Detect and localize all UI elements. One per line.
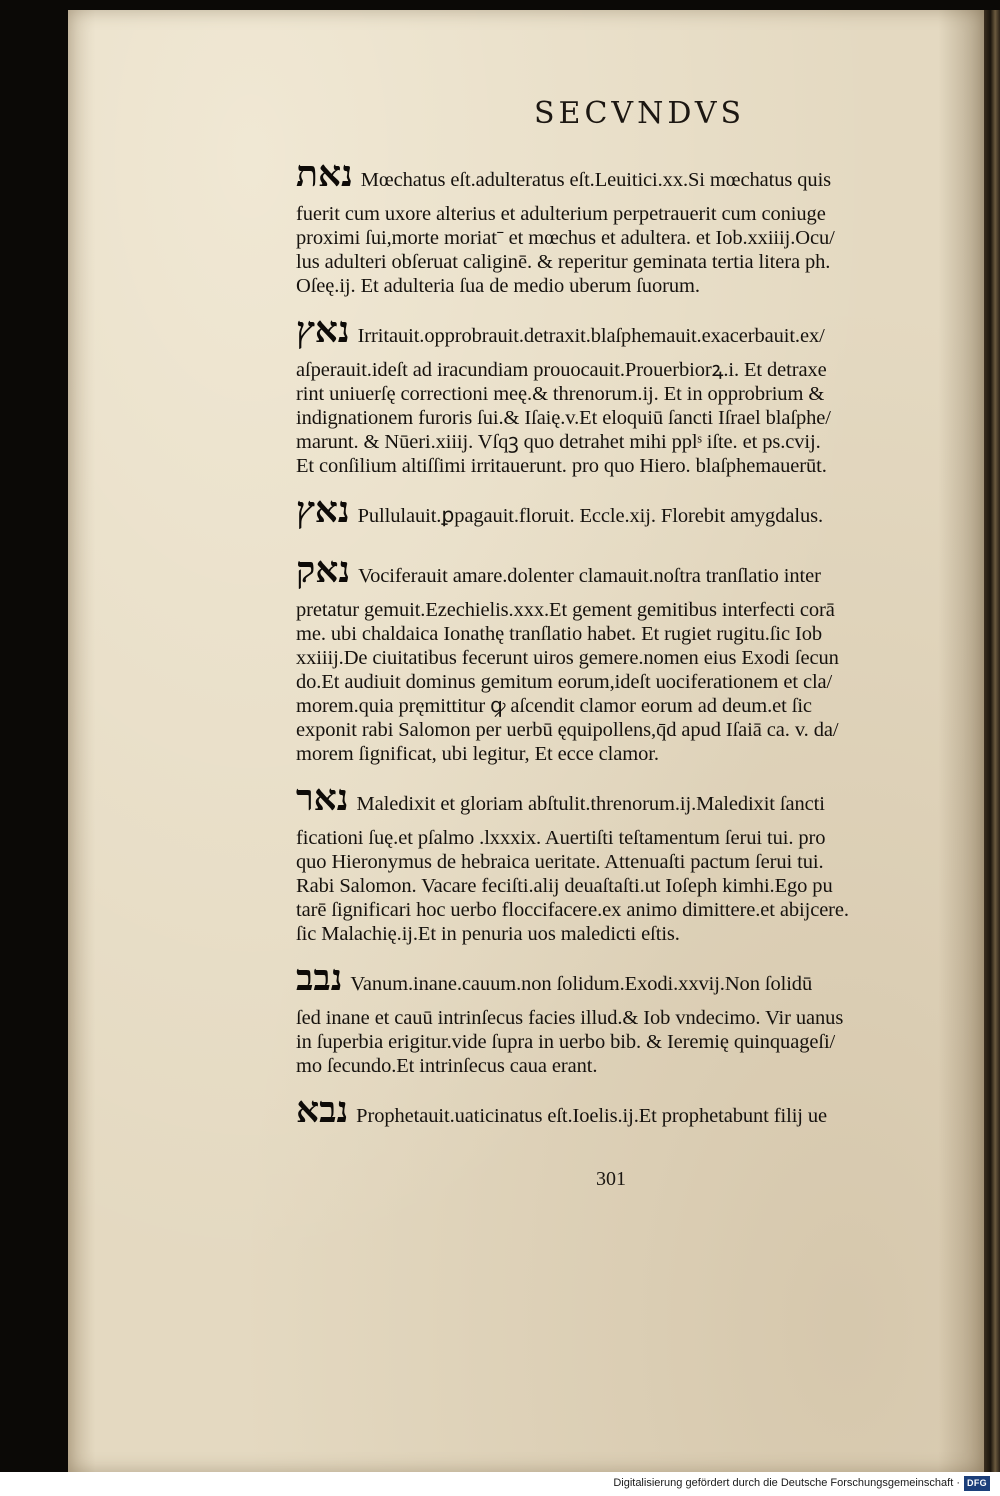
- footer-bar: [0, 1472, 1000, 1496]
- entry-line: ſic Malachię.ij.Et in penuria uos maledicti eſtis.: [296, 923, 680, 945]
- entry-line: ſed inane et cauū intrinſecus facies illud.& Iob vndecimo. Vir uanus: [296, 1007, 844, 1029]
- dictionary-entry: [296, 488, 960, 538]
- entry-line: proximi ſui,morte moriatˉ et mœchus et adultera. et Iob.xxiiij.Ocu/: [296, 227, 835, 249]
- entry-line: ficationi ſuę.et pſalmo .lxxxix. Auertiſti teſtamentum ſerui tui. pro: [296, 827, 826, 849]
- entry-line: Rabi Salomon. Vacare feciſti.alij deuaſtaſti.ut Ioſeph kimhi.Ego pu: [296, 875, 833, 897]
- folio-number: 301: [596, 1168, 626, 1190]
- dictionary-entry: [296, 548, 960, 766]
- entry-line: fuerit cum uxore alterius et adulterium perpetrauerit cum coniuge: [296, 203, 826, 225]
- entry-line: in ſuperbia erigitur.vide ſupra in uerbo bib. & Ieremię quinquageſi/: [296, 1031, 836, 1053]
- hebrew-headword: נאק: [296, 549, 351, 591]
- hebrew-headword: נבב: [296, 957, 343, 999]
- entry-line: indignationem furoris ſui.& Iſaię.v.Et eloquiū ſancti Iſrael blaſphe/: [296, 407, 831, 429]
- entry-line: Vociferauit amare.dolenter clamauit.noſtra tranſlatio inter: [358, 565, 821, 587]
- hebrew-headword: נאת: [296, 153, 353, 195]
- entry-line: Maledixit et gloriam abſtulit.threnorum.ij.Maledixit ſancti: [356, 793, 825, 815]
- entry-line: xxiiij.De ciuitatibus fecerunt uiros gemere.nomen eius Exodi ſecun: [296, 647, 839, 669]
- entry-line: rint uniuerſę correctioni meę.& threnorum.ij. Et in opprobrium &: [296, 383, 825, 405]
- dictionary-entry: [296, 956, 960, 1078]
- funding-credit: Digitalisierung gefördert durch die Deutsche Forschungsgemeinschaft ·: [613, 1477, 960, 1489]
- hebrew-headword: נבא: [296, 1089, 349, 1131]
- entry-line: Prophetauit.uaticinatus eſt.Ioelis.ij.Et prophetabunt filij ue: [356, 1105, 828, 1127]
- entry-line: Vanum.inane.cauum.non ſolidum.Exodi.xxvij.Non ſolidū: [350, 973, 813, 995]
- dictionary-entry: [296, 1088, 960, 1138]
- entry-line: tarē ſignificari hoc uerbo floccifacere.ex animo dimittere.et abijcere.: [296, 899, 849, 921]
- hebrew-headword: נאץ: [296, 489, 350, 531]
- entry-line: Irritauit.opprobrauit.detraxit.blaſphemauit.exacerbauit.ex/: [357, 325, 825, 347]
- entry-line: quo Hieronymus de hebraica ueritate. Attenuaſti pactum ſerui tui.: [296, 851, 824, 873]
- entry-line: aſperauit.ideſt ad iracundiam prouocauit.Prouerbiorꝝ.i. Et detraxe: [296, 359, 827, 381]
- entry-line: lus adulteri obſeruat caliginē. & reperitur geminata tertia litera ph.: [296, 251, 831, 273]
- dictionary-entry: [296, 776, 960, 946]
- entry-line: morem ſignificat, ubi legitur, Et ecce clamor.: [296, 743, 659, 765]
- dictionary-entry: [296, 308, 960, 478]
- text-block: [296, 152, 960, 1148]
- entry-line: Oſeę.ij. Et adulteria ſua de medio uberum ſuorum.: [296, 275, 700, 297]
- entry-line: do.Et audiuit dominus gemitum eorum,ideſt uociferationem et cla/: [296, 671, 833, 693]
- entry-line: mo ſecundo.Et intrinſecus caua erant.: [296, 1055, 598, 1077]
- hebrew-headword: נאץ: [296, 309, 350, 351]
- entry-line: me. ubi chaldaica Ionathę tranſlatio habet. Et rugiet rugitu.ſic Iob: [296, 623, 823, 645]
- entry-line: morem.quia pręmittitur ꝙ aſcendit clamor eorum ad deum.et ſic: [296, 695, 812, 717]
- hebrew-headword: נאר: [296, 777, 349, 819]
- entry-line: Pullulauit.ꝑpagauit.floruit. Eccle.xij. Florebit amygdalus.: [357, 505, 824, 527]
- dfg-logo-icon: DFG: [964, 1476, 990, 1491]
- running-head: SECVNDVS: [534, 96, 746, 131]
- entry-line: Mœchatus eſt.adulteratus eſt.Leuitici.xx.Si mœchatus quis: [360, 169, 832, 191]
- entry-line: marunt. & Nūeri.xiiij. Vſqꝫ quo detrahet mihi pplˢ iſte. et ps.cvij.: [296, 431, 821, 453]
- entry-line: Et conſilium altiſſimi irritauerunt. pro quo Hiero. blaſphemauerūt.: [296, 455, 827, 477]
- page-edge: [984, 10, 1000, 1472]
- dictionary-entry: [296, 152, 960, 298]
- entry-line: exponit rabi Salomon per uerbū ęquipollens,q̄d apud Iſaiā ca. v. da/: [296, 719, 839, 741]
- entry-line: pretatur gemuit.Ezechielis.xxx.Et gement gemitibus interfecti corā: [296, 599, 835, 621]
